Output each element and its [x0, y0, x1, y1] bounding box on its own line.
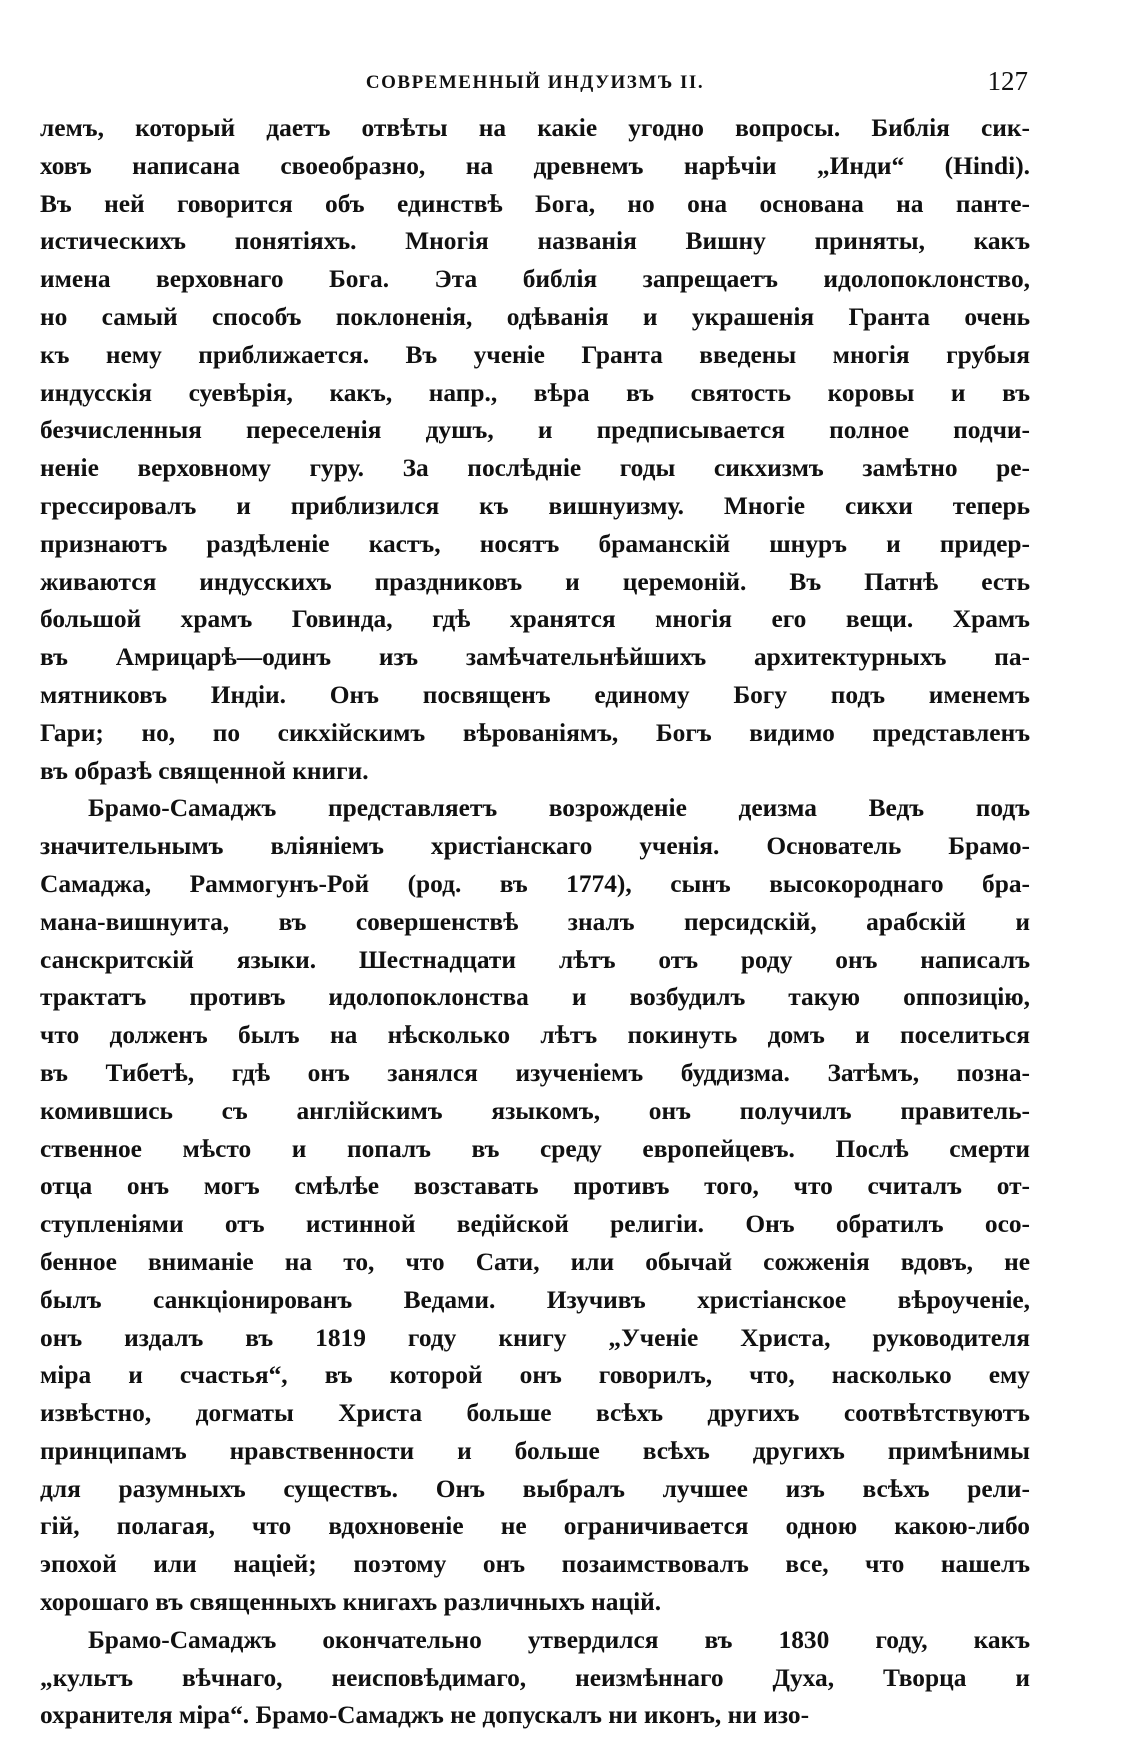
text-line: трактатъ противъ идолопоклонства и возбудилъ такую оппозицію, [40, 983, 1030, 1012]
text-line: неніе верховному гуру. За послѣдніе годы сикхизмъ замѣтно ре- [40, 454, 1030, 483]
body-text [40, 110, 1030, 1735]
text-line: „культъ вѣчнаго, неисповѣдимаго, неизмѣннаго Духа, Творца и [40, 1663, 1030, 1692]
text-line: къ нему приближается. Въ ученіе Гранта введены многія грубыя [40, 340, 1030, 369]
paragraph [40, 1622, 1030, 1735]
text-line: лемъ, который даетъ отвѣты на какіе угодно вопросы. Библія сик- [40, 114, 1030, 142]
running-header [40, 52, 1030, 96]
text-line: хорошаго въ священныхъ книгахъ различныхъ націй. [40, 1588, 662, 1617]
book-page [40, 52, 1030, 1735]
text-line: для разумныхъ существъ. Онъ выбралъ лучшее изъ всѣхъ рели- [40, 1474, 1030, 1503]
text-line: въ Тибетѣ, гдѣ онъ занялся изученіемъ буддизма. Затѣмъ, позна- [40, 1058, 1030, 1087]
text-line: признаютъ раздѣленіе кастъ, носятъ браманскій шнуръ и придер- [40, 529, 1030, 558]
text-line: Брамо-Самаджъ окончательно утвердился въ 1830 году, какъ [88, 1625, 1030, 1654]
paragraph [40, 790, 1030, 1622]
text-line: истическихъ понятіяхъ. Многія названія Вишну приняты, какъ [40, 227, 1030, 256]
text-line: большой храмъ Говинда, гдѣ хранятся многія его вещи. Храмъ [40, 605, 1030, 634]
text-line: бенное вниманіе на то, что Сати, или обычай сожженія вдовъ, не [40, 1247, 1030, 1276]
text-line: ховъ написана своеобразно, на древнемъ нарѣчіи „Инди“ (Hindi). [40, 151, 1030, 180]
text-line: индусскія суевѣрія, какъ, напр., вѣра въ святость коровы и въ [40, 378, 1030, 407]
text-line: Гари; но, по сикхійскимъ вѣрованіямъ, Богъ видимо представленъ [40, 718, 1030, 747]
running-title: СОВРЕМЕННЫЙ ИНДУИЗМЪ II. [365, 72, 705, 93]
text-line: міра и счастья“, въ которой онъ говорилъ, что, насколько ему [40, 1361, 1030, 1390]
text-line: комившись съ англійскимъ языкомъ, онъ получилъ правитель- [40, 1096, 1030, 1125]
text-line: отца онъ могъ смѣлѣе возставать противъ того, что считалъ от- [40, 1172, 1030, 1201]
text-line: гій, полагая, что вдохновеніе не ограничивается одною какою-либо [40, 1512, 1030, 1541]
text-line: извѣстно, догматы Христа больше всѣхъ другихъ соотвѣтствуютъ [40, 1399, 1030, 1428]
text-line: ственное мѣсто и попалъ въ среду европейцевъ. Послѣ смерти [40, 1134, 1030, 1163]
text-line: принципамъ нравственности и больше всѣхъ другихъ примѣнимы [40, 1436, 1030, 1465]
text-line: живаются индусскихъ праздниковъ и церемоній. Въ Патнѣ есть [40, 567, 1030, 596]
text-line: что долженъ былъ на нѣсколько лѣтъ покинуть домъ и поселиться [40, 1021, 1030, 1050]
text-line: безчисленныя переселенія душъ, и предписывается полное подчи- [40, 416, 1030, 445]
text-line: ступленіями отъ истинной ведійской религіи. Онъ обратилъ осо- [40, 1210, 1030, 1239]
text-line: былъ санкціонированъ Ведами. Изучивъ христіанское вѣроученіе, [40, 1285, 1030, 1314]
text-line: Брамо-Самаджъ представляетъ возрожденіе деизма Ведъ подъ [88, 794, 1030, 823]
text-line: мана-вишнуита, въ совершенствѣ зналъ персидскій, арабскій и [40, 907, 1030, 936]
text-line: но самый способъ поклоненія, одѣванія и украшенія Гранта очень [40, 302, 1030, 331]
text-line: Самаджа, Раммогунъ-Рой (род. въ 1774), сынъ высокороднаго бра- [40, 869, 1030, 898]
text-line: въ образѣ священной книги. [40, 756, 369, 785]
text-line: Въ ней говорится объ единствѣ Бога, но она основана на панте- [40, 189, 1030, 218]
text-line: эпохой или націей; поэтому онъ позаимствовалъ все, что нашелъ [40, 1550, 1030, 1579]
page-number: 127 [987, 66, 1028, 96]
text-line: имена верховнаго Бога. Эта библія запрещаетъ идолопоклонство, [40, 265, 1030, 294]
text-line: онъ издалъ въ 1819 году книгу „Ученіе Христа, руководителя [40, 1323, 1030, 1352]
text-line: въ Амрицарѣ—одинъ изъ замѣчательнѣйшихъ архитектурныхъ па- [40, 643, 1030, 672]
text-line: санскритскій языки. Шестнадцати лѣтъ отъ роду онъ написалъ [40, 945, 1030, 974]
text-line: значительнымъ вліяніемъ христіанскаго ученія. Основатель Брамо- [40, 832, 1030, 861]
text-line: грессировалъ и приблизился къ вишнуизму. Многіе сикхи теперь [40, 491, 1030, 520]
text-line: охранителя міра“. Брамо-Самаджъ не допускалъ ни иконъ, ни изо- [40, 1701, 810, 1730]
paragraph [40, 110, 1030, 790]
text-line: мятниковъ Индіи. Онъ посвященъ единому Богу подъ именемъ [40, 680, 1030, 709]
